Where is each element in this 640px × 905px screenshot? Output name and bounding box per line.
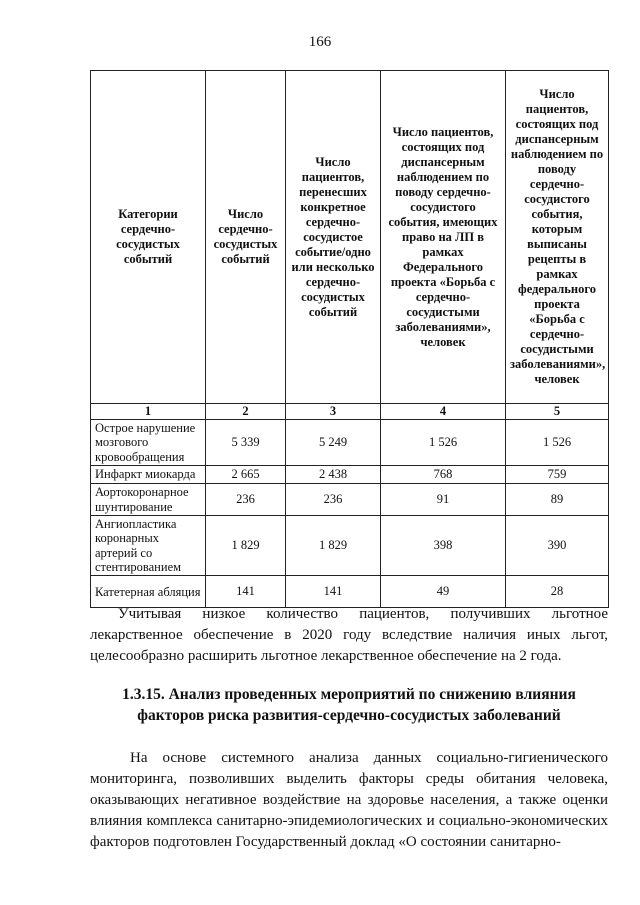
header-category: Категории сердечно-сосудистых событий xyxy=(91,71,206,404)
row-patients: 1 829 xyxy=(286,515,381,576)
row-category: Инфаркт миокарда xyxy=(91,466,206,484)
row-eligible: 91 xyxy=(381,484,506,516)
conclusion-paragraph: Учитывая низкое количество пациентов, получивших льготное лекарственное обеспечение в 2020 году вследствие наличия иных льгот, целесообразно расширить льготное лекарственное обеспечение на 2 года. xyxy=(90,606,608,664)
row-prescribed: 89 xyxy=(506,484,609,516)
row-events: 141 xyxy=(206,576,286,608)
header-patients-count: Число пациентов, перенесших конкретное сердечно-сосудистое событие/одно или несколько сердечно-сосудистых событий xyxy=(286,71,381,404)
table-row xyxy=(91,515,609,576)
row-prescribed: 759 xyxy=(506,466,609,484)
row-category: Катетерная абляция xyxy=(91,576,206,608)
section-heading: 1.3.15. Анализ проведенных мероприятий по снижению влияния факторов риска развития-сердечно-сосудистых заболеваний xyxy=(122,686,576,724)
table-row xyxy=(91,466,609,484)
table-row xyxy=(91,484,609,516)
body-paragraph: На основе системного анализа данных социально-гигиенического мониторинга, позволивших выделить факторы среды обитания человека, оказывающих негативное воздействие на здоровье населения, а также оценки влияния комплекса санитарно-эпидемиологических и социально-экономических факторов подготовлен Государственный доклад «О состоянии санитарно- xyxy=(90,750,608,850)
table-row xyxy=(91,420,609,466)
row-eligible: 49 xyxy=(381,576,506,608)
column-number: 4 xyxy=(381,404,506,420)
table-header-row xyxy=(91,71,609,404)
page-number: 166 xyxy=(308,34,332,50)
cardiovascular-events-table xyxy=(90,70,609,608)
row-eligible: 768 xyxy=(381,466,506,484)
column-number: 3 xyxy=(286,404,381,420)
row-prescribed: 1 526 xyxy=(506,420,609,466)
row-patients: 5 249 xyxy=(286,420,381,466)
row-category: Аортокоронарное шунтирование xyxy=(91,484,206,516)
column-number: 2 xyxy=(206,404,286,420)
row-events: 2 665 xyxy=(206,466,286,484)
header-prescribed-patients: Число пациентов, состоящих под диспансерным наблюдением по поводу сердечно-сосудистого события, которым выписаны рецепты в рамках федерального проекта «Борьба с сердечно-сосудистыми заболеваниями», человек xyxy=(506,71,609,404)
row-patients: 2 438 xyxy=(286,466,381,484)
row-prescribed: 28 xyxy=(506,576,609,608)
row-events: 236 xyxy=(206,484,286,516)
row-patients: 141 xyxy=(286,576,381,608)
row-category: Ангиопластика коронарных артерий со стентированием xyxy=(91,515,206,576)
row-category: Острое нарушение мозгового кровообращения xyxy=(91,420,206,466)
column-number: 5 xyxy=(506,404,609,420)
row-events: 5 339 xyxy=(206,420,286,466)
row-eligible: 1 526 xyxy=(381,420,506,466)
column-number: 1 xyxy=(91,404,206,420)
header-events-count: Число сердечно-сосудистых событий xyxy=(206,71,286,404)
row-patients: 236 xyxy=(286,484,381,516)
row-eligible: 398 xyxy=(381,515,506,576)
header-eligible-patients: Число пациентов, состоящих под диспансерным наблюдением по поводу сердечно-сосудистого события, имеющих право на ЛП в рамках Федерального проекта «Борьба с сердечно-сосудистыми заболеваниями», человек xyxy=(381,71,506,404)
row-events: 1 829 xyxy=(206,515,286,576)
column-number-row xyxy=(91,404,609,420)
row-prescribed: 390 xyxy=(506,515,609,576)
